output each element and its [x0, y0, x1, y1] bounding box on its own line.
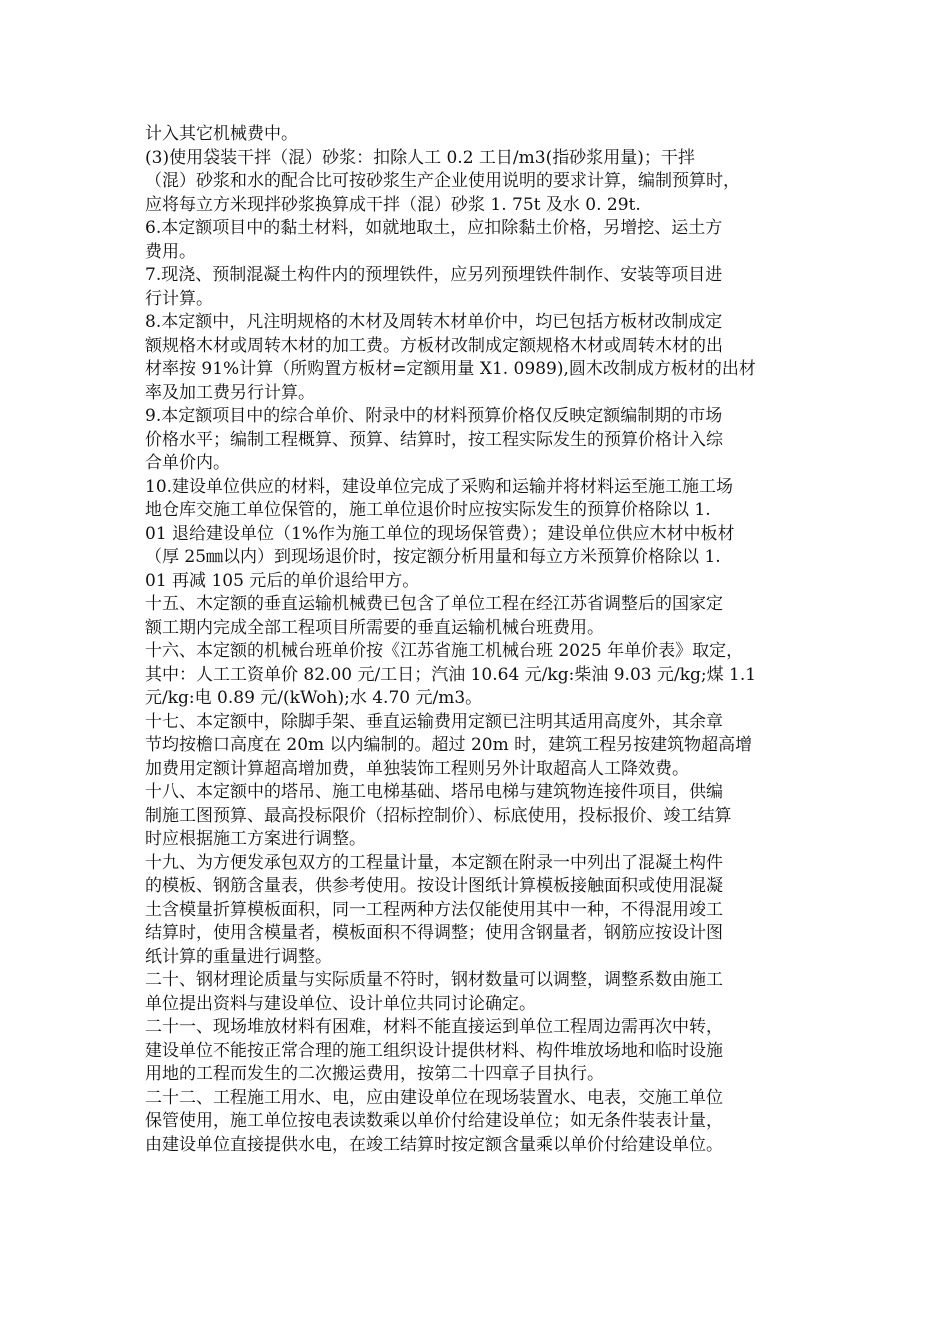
text-line: 计入其它机械费中。 — [145, 124, 298, 144]
text-line: 十六、本定额的机械台班单价按《江苏省施工机械台班 2025 年单价表》取定， — [145, 641, 744, 661]
document-body — [145, 123, 813, 1157]
text-line: 纸计算的重量进行调整。 — [145, 946, 332, 967]
text-line: 建设单位不能按正常合理的施工组织设计提供材料、构件堆放场地和临时设施 — [145, 1040, 723, 1061]
text-line: 二十二、工程施工用水、电，应由建设单位在现场装置水、电表，交施工单位 — [145, 1087, 723, 1108]
text-line: 时应根据施工方案进行调整。 — [145, 829, 366, 849]
text-line: 地仓库交施工单位保管的，施工单位退价时应按实际发生的预算价格除以 1. — [145, 500, 711, 520]
text-line: 由建设单位直接提供水电，在竣工结算时按定额含量乘以单价付给建设单位。 — [145, 1134, 723, 1155]
text-line: 十八、本定额中的塔吊、施工电梯基础、塔吊电梯与建筑物连接件项目，供编 — [145, 782, 723, 802]
text-line: 价格水平；编制工程概算、预算、结算时，按工程实际发生的预算价格计入综 — [145, 429, 723, 450]
text-line: 额规格木材或周转木材的加工费。方板材改制成定额规格木材或周转木材的出 — [145, 335, 723, 356]
text-line: 十九、为方便发承包双方的工程量计量，本定额在附录一中列出了混凝土构件 — [145, 852, 723, 873]
text-line: 二十一、现场堆放材料有困难，材料不能直接运到单位工程周边需再次中转， — [145, 1017, 723, 1037]
text-line: 保管使用，施工单位按电表读数乘以单价付给建设单位；如无条件装表计量， — [145, 1111, 723, 1131]
text-line: 加费用定额计算超高增加费，单独装饰工程则另外计取超高人工降效费。 — [145, 758, 689, 779]
text-line: 结算时，使用含模量者，模板面积不得调整；使用含钢量者，钢筋应按设计图 — [145, 923, 723, 943]
text-line: 其中：人工工资单价 82.00 元/工日；汽油 10.64 元/kg:柴油 9.03 元/kg;煤 1.1 — [145, 664, 757, 685]
text-line: 的模板、钢筋含量表，供参考使用。按设计图纸计算模板接触面积或使用混凝 — [145, 876, 723, 896]
text-line: 制施工图预算、最高投标限价（招标控制价）、标底使用，投标报价、竣工结算 — [145, 805, 732, 826]
text-line: 十五、木定额的垂直运输机械费已包含了单位工程在经江苏省调整后的国家定 — [145, 594, 723, 614]
text-line: （厚 25㎜以内）到现场退价时，按定额分析用量和每立方米预算价格除以 1. — [145, 547, 721, 567]
text-line: 二十、钢材理论质量与实际质量不符时，钢材数量可以调整，调整系数由施工 — [145, 970, 723, 990]
text-line: 节均按檐口高度在 20m 以内编制的。超过 20m 时，建筑工程另按建筑物超高增 — [145, 735, 753, 755]
text-line: 6.本定额项目中的黏土材料，如就地取土，应扣除黏土价格，另增挖、运土方 — [145, 218, 723, 238]
text-line: 应将每立方米现拌砂浆换算成干拌（混）砂浆 1. 75t 及水 0. 29t. — [145, 194, 641, 215]
text-line: 单位提出资料与建设单位、设计单位共同讨论确定。 — [145, 993, 536, 1014]
text-line: 7.现浇、预制混凝土构件内的预埋铁件，应另列预埋铁件制作、安装等项目进 — [145, 265, 723, 285]
text-line: 8.本定额中，凡注明规格的木材及周转木材单价中，均已包括方板材改制成定 — [145, 312, 723, 332]
text-line: 率及加工费另行计算。 — [145, 382, 315, 403]
text-line: 用地的工程而发生的二次搬运费用，按第二十四章子目执行。 — [145, 1064, 604, 1084]
text-line: 01 退给建设单位（1%作为施工单位的现场保管费）；建设单位供应木材中板材 — [145, 523, 735, 544]
text-line: 费用。 — [145, 241, 196, 262]
text-line: 行计算。 — [145, 288, 213, 309]
text-line: 9.本定额项目中的综合单价、附录中的材料预算价格仅反映定额编制期的市场 — [145, 406, 723, 426]
text-line: 合单价内。 — [145, 453, 230, 473]
text-line: 额工期内完成全部工程项目所需要的垂直运输机械台班费用。 — [145, 617, 604, 638]
text-line: 10.建设单位供应的材料，建设单位完成了采购和运输并将材料运至施工施工场 — [145, 476, 734, 497]
text-line: 土含模量折算模板面积，同一工程两种方法仅能使用其中一种，不得混用竣工 — [145, 899, 723, 920]
text-line: (3)使用袋装干拌（混）砂浆：扣除人工 0.2 工日/m3(指砂浆用量)；干拌 — [145, 147, 695, 168]
text-line: 材率按 91%计算（所购置方板材=定额用量 X1. 0989),圆木改制成方板材的出材 — [145, 359, 756, 379]
text-line: 01 再减 105 元后的单价退给甲方。 — [145, 570, 420, 591]
text-line: （混）砂浆和水的配合比可按砂浆生产企业使用说明的要求计算，编制预算时， — [145, 171, 740, 191]
text-line: 十七、本定额中，除脚手架、垂直运输费用定额已注明其适用高度外，其余章 — [145, 711, 723, 732]
text-line: 元/kg:电 0.89 元/(kWoh);水 4.70 元/m3。 — [145, 688, 483, 708]
